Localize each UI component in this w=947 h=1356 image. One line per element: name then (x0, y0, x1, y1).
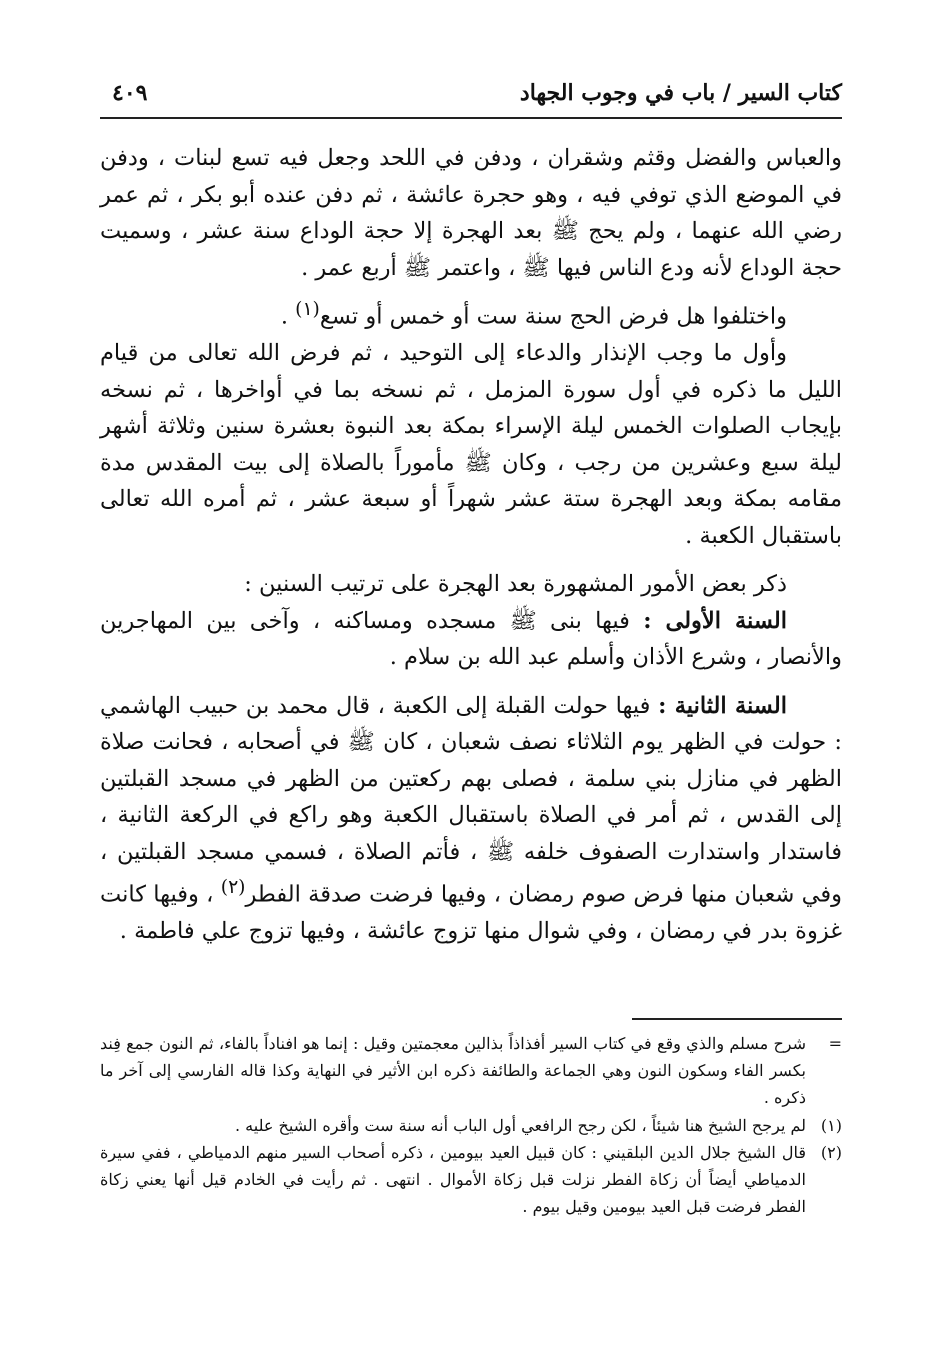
footnote-2 (100, 1139, 842, 1220)
header-divider (100, 117, 842, 119)
footnote-continuation (100, 1030, 842, 1111)
footnotes (100, 1030, 842, 1220)
paragraph-obligations: وأول ما وجب الإنذار والدعاء إلى التوحيد ، ثم فرض الله تعالى من قيام الليل ما ذكره في أول سورة المزمل ، ثم نسخه بما في أواخرها ، ثم نسخه بإيجاب الصلوات الخمس ليلة الإسراء بمكة بعد النبوة بعشرة سنين وثلاثة أشهر ليلة سبع وعشرين من رجب ، وكان ﷺ مأموراً بالصلاة إلى بيت المقدس مدة مقامه بمكة وبعد الهجرة ستة عشر شهراً أو سبعة عشر ، ثم أمره الله تعالى باستقبال الكعبة . (100, 340, 842, 549)
footnote-continuation-marker: = (828, 1034, 842, 1053)
footnote-ref-2: (٢) (220, 877, 246, 898)
chapter-title: كتاب السير / باب في وجوب الجهاد (519, 80, 842, 106)
page-number: ٤٠٩ (112, 80, 148, 106)
year-two-text: فيها حولت القبلة إلى الكعبة ، قال محمد بن حبيب الهاشمي : حولت في الظهر يوم الثلاثاء نصف شعبان ، كان ﷺ في أصحابه ، فحانت صلاة الظهر في منازل بني سلمة ، فصلى بهم ركعتين من الظهر في مسجد القبلتين إلى القدس ، ثم أمر في الصلاة باستقبال الكعبة وهو راكع في الركعة الثانية ، فاستدار واستدارت الصفوف خلفه ﷺ ، فأتم الصلاة ، فسمي مسجد القبلتين ، وفي شعبان منها فرض صوم رمضان ، وفيها فرضت صدقة الفطر (100, 692, 843, 908)
year-one-text: فيها بنى ﷺ مسجده ومساكنه ، وآخى بين المهاجرين والأنصار ، وشرع الأذان وأسلم عبد الله بن سلام . (100, 607, 842, 670)
paragraph-hajj-text: واختلفوا هل فرض الحج سنة ست أو خمس أو تسع (319, 303, 787, 330)
paragraph-burial: والعباس والفضل وقثم وشقران ، ودفن في اللحد وجعل فيه تسع لبنات ، ودفن في الموضع الذي توفي فيه ، وهو حجرة عائشة ، ثم دفن عنده أبو بكر ، ثم عمر رضي الله عنهما ، ولم يحج ﷺ بعد الهجرة إلا حجة الوداع سنة عشر ، وسميت حجة الوداع لأنه ودع الناس فيها ﷺ ، واعتمر ﷺ أربع عمر . (100, 145, 842, 281)
footnote-1-text: لم يرجح الشيخ هنا شيئاً ، لكن رجح الرافعي أول الباب أنه سنة ست وأقره الشيخ عليه . (234, 1116, 806, 1135)
footnote-continuation-text: شرح مسلم والذي وقع في كتاب السير أفذاذاً بذالين معجمتين وقيل : إنما هو افناداً بالفاء، ثم النون جمع فِند بكسر الفاء وسكون النون وهي الجماعة والطائفة ذكره ابن الأثير في النهاية وكذا قاله الفارسي إلى آخر ما ذكره . (100, 1034, 807, 1107)
running-header (100, 80, 842, 114)
footnote-divider (632, 1018, 842, 1020)
paragraph-events-intro: ذكر بعض الأمور المشهورة بعد الهجرة على ترتيب السنين : (244, 571, 787, 597)
main-text (100, 140, 842, 950)
paragraph-year-one (100, 603, 842, 676)
paragraph-year-two (100, 688, 842, 950)
footnote-ref-1: (١) (295, 299, 320, 320)
paragraph-hajj-end: . (280, 303, 296, 330)
footnote-2-marker: (٢) (820, 1143, 842, 1162)
footnote-1 (100, 1112, 842, 1139)
paragraph-hajj (100, 292, 842, 335)
footnote-1-marker: (١) (820, 1116, 842, 1135)
footnote-2-text: قال الشيخ جلال الدين البلقيني : كان قبيل العيد بيومين ، ذكره أصحاب السير منهم الدمياطي ، ففي سيرة الدمياطي أيضاً أن زكاة الفطر نزلت قبل زكاة الأموال . انتهى . ثم رأيت في الخادم قيل أنها يعني زكاة الفطر فرضت قبل العيد بيومين وقيل بيوم . (100, 1143, 806, 1216)
year-two-label: السنة الثانية : (658, 692, 787, 719)
year-one-label: السنة الأولى : (643, 607, 787, 634)
year-two-end: ، وفيها كانت غزوة بدر في رمضان ، وفي شوال منها تزوج عائشة ، وفيها تزوج علي فاطمة . (100, 881, 842, 944)
